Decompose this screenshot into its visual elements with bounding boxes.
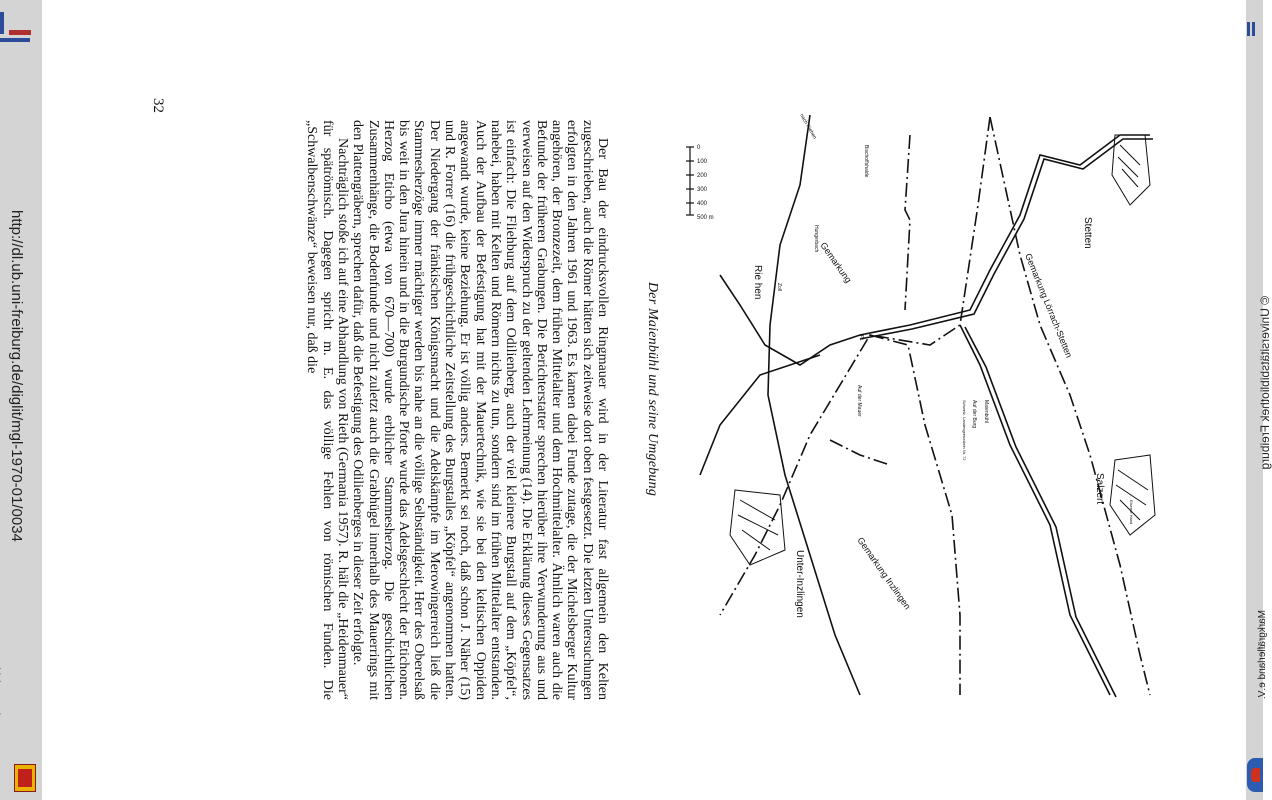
- society-logo-icon: [14, 764, 36, 792]
- source-url[interactable]: http://dl.ub.uni-freiburg.de/diglit/mgl-1970-01/0034: [8, 210, 25, 542]
- map-label-maienbuehl: Maienbühl: [983, 400, 989, 424]
- society-mirrored: Markgräflerland e.V.: [1257, 610, 1268, 700]
- road-line: [700, 355, 820, 475]
- road-line: [720, 135, 1150, 365]
- map-label-auf-der-mauer: Auf der Mauer: [856, 385, 862, 417]
- scale-tick-label: 100: [697, 159, 708, 165]
- viewer-mark-icon: [9, 30, 31, 35]
- boundary-line: [830, 440, 890, 465]
- map-label-nach-riehen: nach Riehen: [798, 113, 818, 141]
- paragraph: Der Bau der eindrucksvollen Ringmauer wird in der Literatur fast allgemein den Kelten zugeschrieben, auch die Römer hätten sich zeitweise dort oben festgesetzt. Die letzten Untersuchungen erfolgten in den Jahren 1961 und 1963. Es kamen dabei Funde zutage, die der Michelsberger Kultur angehören, der Bronzezeit, dem frühen Mittelalter und dem Hochmittelalter. Ähnlich waren auch die Befunde der früheren Grabungen. Die Berichterstatter sprechen hierüber ihre Verwunderung aus und verweisen auf den Widerspruch zu der geltenden Lehrmeinung (14). Die Erklärung dieses Gegensatzes ist einfach: Die Fliehburg auf dem Odilienberg, auch der viel kleinere Burgstall auf dem „Köpfel“, nahebei, haben mit Kelten und Römern nichts zu tun, sondern sind im frühen Mittelalter entstanden. Auch der Aufbau der Befestigung hat mit der Mauertechnik, wie sie bei den keltischen Oppiden angewandt wurde, keine Beziehung. Er ist völlig anders. Bemerkt sei noch, daß schon J. Näher (15) und R. Forrer (16) die frühgeschichtliche Zeitstellung des Burgstalles „Köpfel“ angenommen hatten. Der Niedergang der fränkischen Königsmacht und die Adelskämpfe im Merowingerreich ließ die Stammesherzöge immer mächtiger werden bis nahe an die völlige Selbständigkeit. Herr des Oberelsaß bis weit in den Jura hinein und in die Burgundische Pforte wurde das Adelsgeschlecht der Etichonen. Herzog Eticho (etwa von 670—700) wurde erblicher Stammesherzog. Die geschichtlichen Zusammenhänge, die Bodenfunde und nicht zuletzt auch die Grabhügel innerhalb des Mauerrings mit den Plattengräbern, sprechen dafür, daß die Befestigung des Odilienberges in dieser Zeit erfolgte.: [350, 120, 610, 700]
- society-label: [0, 644, 1, 721]
- scale-tick-label: 400: [697, 201, 708, 207]
- scale-tick-label: 0: [697, 145, 701, 151]
- boundary-line: [990, 117, 1150, 695]
- viewer-mark-icon: [1247, 22, 1250, 36]
- map-label-pt: Pt.: [858, 335, 864, 342]
- map-label-zoll: Zoll: [776, 283, 782, 292]
- scale-bar: [686, 147, 694, 215]
- page-heading: Der Maienbühl und seine Umgebung: [645, 282, 660, 497]
- map-label-gemarkung-loerrach: Gemarkung Lörrach-Stetten: [1023, 252, 1075, 360]
- scale-tick-label: 300: [697, 187, 708, 193]
- viewer-mark-icon: [1252, 22, 1255, 36]
- copyright-mirrored: © Universitätsbibliothek Freiburg: [1258, 296, 1272, 470]
- road-line: [768, 115, 860, 695]
- library-logo-icon: [1247, 758, 1263, 792]
- boundary-line: [905, 135, 910, 310]
- page-number: 32: [150, 98, 166, 113]
- map-label-stetten: Stetten: [1082, 217, 1093, 249]
- map-figure: [660, 95, 1180, 715]
- viewer-mark-icon: [0, 38, 30, 42]
- map-label-salzert: Salzert: [1094, 473, 1105, 505]
- scale-tick-label: 500 m: [697, 215, 714, 221]
- map-label-unter-inzlingen: Unter-Inzlingen: [794, 550, 805, 618]
- viewer-mark-icon: [0, 12, 4, 34]
- body-text: [152, 120, 610, 700]
- map-label-burgstall: Auf der Burg: [971, 400, 977, 429]
- map-label-riehen: Rie hen: [752, 265, 763, 300]
- map-label-gemarkung: Gemarkung: [818, 240, 854, 285]
- paragraph: Nachträglich stoße ich auf eine Abhandlung von Rieth (Germania 1957). R. hält die „Heidenmauer“ für spätrömisch. Dagegen spricht m. E. das völlige Fehlen von römischen Funden. Die „Schwalbenschwänze“ beweisen nur, daß die: [304, 120, 350, 700]
- map-label-bischoffshalde: Bischoffshalde: [863, 145, 869, 178]
- map-label-grenze: Schweiz. Landesgrenzstein Nr. 72: [962, 400, 967, 461]
- road-line: [965, 327, 1116, 697]
- map-label-hungerbach: Hungerbach: [813, 225, 819, 253]
- boundary-line: [870, 335, 960, 695]
- scale-labels: [697, 145, 714, 221]
- scale-tick-label: 200: [697, 173, 708, 179]
- map-label-gemarkung-inzlingen: Gemarkung Inzlingen: [855, 535, 913, 612]
- map-label-eiserne-hand: Eiserne Hand: [1129, 500, 1134, 525]
